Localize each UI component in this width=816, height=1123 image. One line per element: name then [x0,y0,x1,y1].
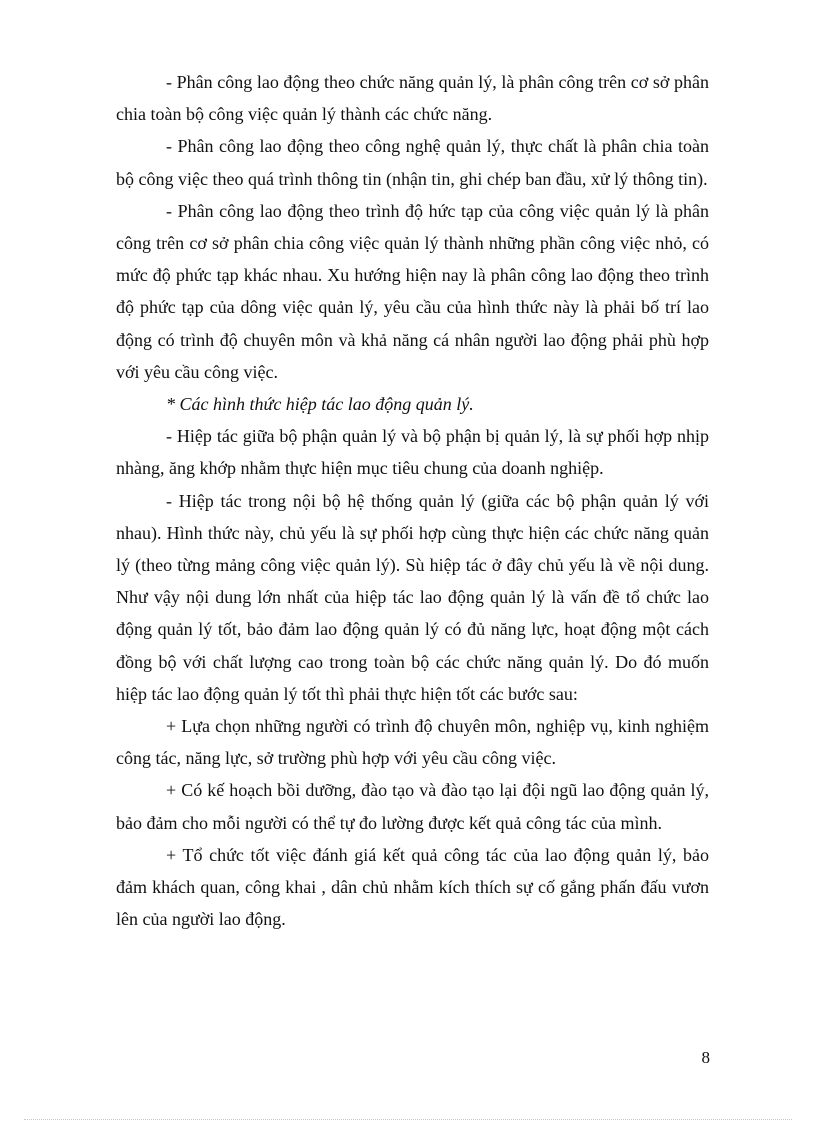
paragraph-step-evaluation: + Tổ chức tốt việc đánh giá kết quả công tác của lao động quản lý, bảo đảm khách quan, công khai , dân chủ nhằm kích thích sự cố gắng phấn đấu vươn lên của người lao động. [116,844,709,930]
section-heading-cooperation-forms: * Các hình thức hiệp tác lao động quản lý. [166,394,474,415]
paragraph-step-training: + Có kế hoạch bồi dưỡng, đào tạo và đào tạo lại đội ngũ lao động quản lý, bảo đảm cho mỗi người có thể tự đo lường được kết quả công tác của mình. [116,780,709,833]
paragraph-division-by-function: - Phân công lao động theo chức năng quản lý, là phân công trên cơ sở phân chia toàn bộ công việc quản lý thành các chức năng. [116,72,709,125]
paragraph-division-by-complexity: - Phân công lao động theo trình độ hức tạp của công việc quản lý là phân công trên cơ sở phân chia công việc quản lý thành những phần công việc nhỏ, có mức độ phức tạp khác nhau. Xu hướng hiện nay là phân công lao động theo trình độ phức tạp của dông việc quản lý, yêu cầu của hình thức này là phải bố trí lao động có trình độ chuyên môn và khả năng cá nhân người lao động phải phù hợp với yêu cầu công việc. [116,200,709,382]
page-bottom-divider [24,1119,792,1120]
paragraph-internal-cooperation: - Hiệp tác trong nội bộ hệ thống quản lý (giữa các bộ phận quản lý với nhau). Hình thức này, chủ yếu là sự phối hợp cùng thực hiện các chức năng quản lý (theo từng mảng công việc quản lý). Sù hiệp tác ở đây chủ yếu là về nội dung. Như vậy nội dung lớn nhất của hiệp tác lao động quản lý là vấn đề tổ chức lao động quản lý tốt, bảo đảm lao động quản lý có đủ năng lực, hoạt động một cách đồng bộ với chất lượng cao trong toàn bộ các chức năng quản lý. Do đó muốn hiệp tác lao động quản lý tốt thì phải thực hiện tốt các bước sau: [116,490,709,704]
paragraph-cooperation-between-units: - Hiệp tác giữa bộ phận quản lý và bộ phận bị quản lý, là sự phối hợp nhịp nhàng, ăng khớp nhằm thực hiện mục tiêu chung của doanh nghiệp. [116,426,709,479]
paragraph-division-by-technology: - Phân công lao động theo công nghệ quản lý, thực chất là phân chia toàn bộ công việc theo quá trình thông tin (nhận tin, ghi chép ban đầu, xử lý thông tin). [116,136,709,189]
page-number: 8 [701,1048,710,1067]
paragraph-step-selection: + Lựa chọn những người có trình độ chuyên môn, nghiệp vụ, kinh nghiệm công tác, năng lực, sở trường phù hợp với yêu cầu công việc. [116,716,709,769]
page-body [116,66,709,935]
